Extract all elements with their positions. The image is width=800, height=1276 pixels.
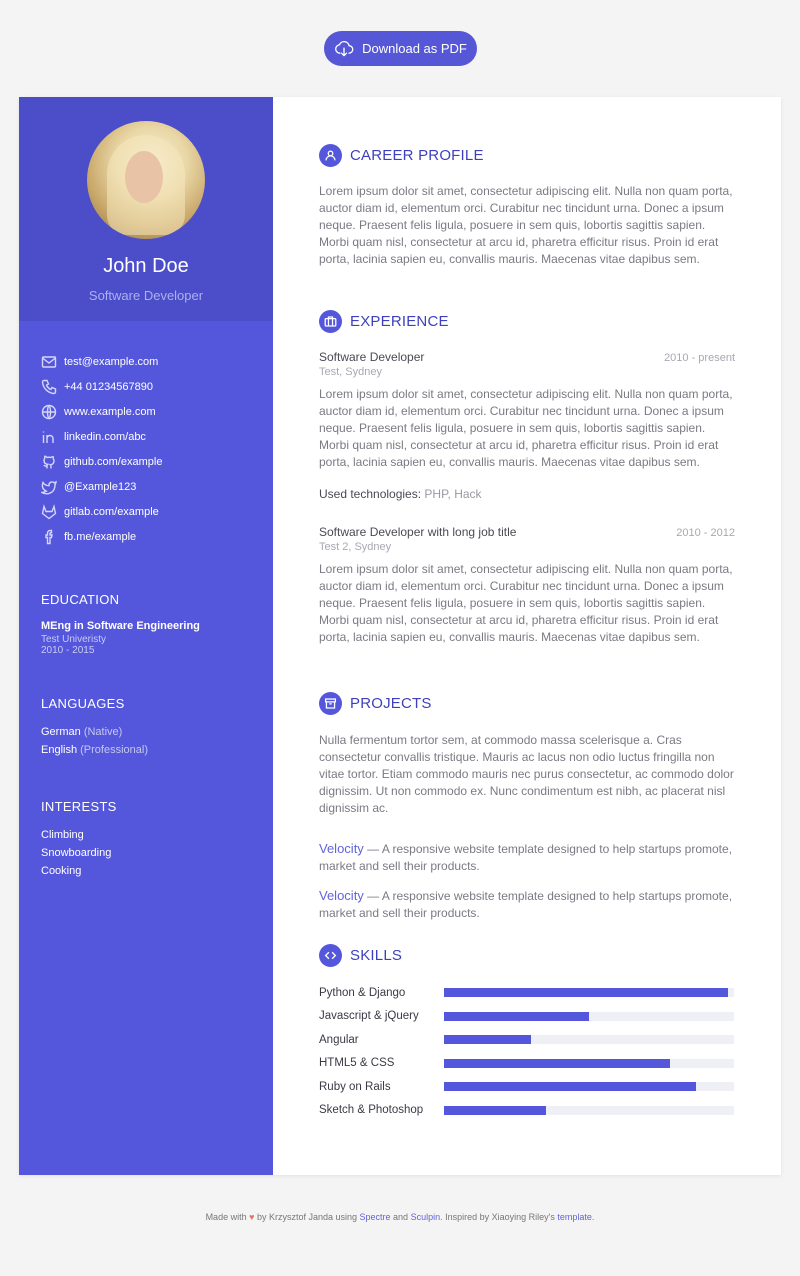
user-icon <box>324 149 337 162</box>
skill-name: Javascript & jQuery <box>319 1010 419 1023</box>
skill-bar-fill <box>444 1106 546 1115</box>
skill-bar-track <box>444 1082 734 1091</box>
skill-bar-fill <box>444 988 728 997</box>
skill-bar-fill <box>444 1059 670 1068</box>
mail-icon <box>41 354 57 370</box>
contact-website-text: www.example.com <box>64 405 156 418</box>
languages-list <box>41 723 273 759</box>
contact-github[interactable] <box>41 449 273 474</box>
job-company: Test, Sydney <box>319 366 382 378</box>
contact-linkedin-text: linkedin.com/abc <box>64 430 146 443</box>
skill-bar-track <box>444 1012 734 1021</box>
contact-gitlab-text: gitlab.com/example <box>64 505 159 518</box>
briefcase-icon <box>324 315 337 328</box>
skill-bar-track <box>444 1035 734 1044</box>
job-company: Test 2, Sydney <box>319 541 392 553</box>
skill-row <box>319 1005 735 1029</box>
job-description: Lorem ipsum dolor sit amet, consectetur adipiscing elit. Nulla non quam porta, auctor diam id, elementum orci. Curabitur nec tincidunt urna. Donec a ipsum neque. Praesent felis ligula, posuere in sem quis, lobortis sagittis sapien. Morbi quam nisl, consectetur at arcu id, pharetra efficitur risus. Proin id erat porta, lacinia sapien eu, convallis mauris. Maecenas vitae dapibus sem. <box>319 562 733 644</box>
language-item: English (Professional) <box>41 744 148 756</box>
gitlab-icon <box>41 504 57 520</box>
cloud-download-icon <box>334 39 354 59</box>
phone-icon <box>41 379 57 395</box>
skill-bar-fill <box>444 1012 589 1021</box>
interests-list <box>41 826 273 880</box>
skill-bar-track <box>444 1106 734 1115</box>
spectre-link[interactable]: Spectre <box>359 1212 391 1222</box>
contact-gitlab[interactable] <box>41 499 273 524</box>
projects-section <box>319 692 735 922</box>
template-link[interactable]: template <box>557 1212 592 1222</box>
project-link[interactable]: Velocity <box>319 888 364 903</box>
experience-section <box>319 310 735 646</box>
heart-icon: ♥ <box>249 1212 255 1222</box>
archive-icon <box>324 697 337 710</box>
languages-section <box>19 696 273 759</box>
skill-row <box>319 1099 735 1123</box>
skill-row <box>319 1075 735 1099</box>
skill-row <box>319 1028 735 1052</box>
skill-name: Angular <box>319 1033 359 1046</box>
career-profile-text: Lorem ipsum dolor sit amet, consectetur adipiscing elit. Nulla non quam porta, auctor diam id, elementum orci. Curabitur nec tincidunt urna. Donec a ipsum neque. Praesent felis ligula, posuere in sem quis, lobortis sagittis sapien. Morbi quam nisl, consectetur at arcu id, pharetra efficitur risus. Proin id erat porta, lacinia sapien eu, convallis mauris. Maecenas vitae dapibus sem. <box>319 184 733 266</box>
projects-title: PROJECTS <box>350 695 432 712</box>
linkedin-icon <box>41 429 57 445</box>
contact-email-text: test@example.com <box>64 355 159 368</box>
contact-github-text: github.com/example <box>64 455 163 468</box>
avatar <box>87 121 205 239</box>
contact-linkedin[interactable] <box>41 424 273 449</box>
interest-item: Cooking <box>41 865 82 877</box>
contact-facebook[interactable] <box>41 524 273 549</box>
interest-item: Snowboarding <box>41 847 112 859</box>
project-item: Velocity — A responsive website template designed to help startups promote, market and sell their products. <box>319 841 733 873</box>
contact-website[interactable] <box>41 399 273 424</box>
skill-name: Python & Django <box>319 986 406 999</box>
education-school: Test Univeristy <box>41 634 107 645</box>
job-description: Lorem ipsum dolor sit amet, consectetur adipiscing elit. Nulla non quam porta, auctor diam id, elementum orci. Curabitur nec tincidunt urna. Donec a ipsum neque. Praesent felis ligula, posuere in sem quis, lobortis sagittis sapien. Morbi quam nisl, consectetur at arcu id, pharetra efficitur risus. Proin id erat porta, lacinia sapien eu, convallis mauris. Maecenas vitae dapibus sem. <box>319 387 733 469</box>
language-item: German (Native) <box>41 726 123 738</box>
contact-phone-text: +44 01234567890 <box>64 380 154 393</box>
job-title: Software Developer <box>319 350 425 364</box>
skill-bar-track <box>444 1059 734 1068</box>
skills-title: SKILLS <box>350 947 403 964</box>
job-item <box>319 350 735 501</box>
career-profile-title: CAREER PROFILE <box>350 147 484 164</box>
job-date: 2010 - 2012 <box>676 527 735 539</box>
job-item <box>319 525 735 646</box>
skill-row <box>319 981 735 1005</box>
contact-email[interactable] <box>41 349 273 374</box>
skills-section <box>319 944 735 1122</box>
project-link[interactable]: Velocity <box>319 841 364 856</box>
skill-name: Sketch & Photoshop <box>319 1104 424 1117</box>
skill-row <box>319 1052 735 1076</box>
profile-header <box>19 97 273 321</box>
contact-phone[interactable] <box>41 374 273 399</box>
profile-title: Software Developer <box>88 288 204 303</box>
contact-twitter-text: @Example123 <box>64 480 137 493</box>
education-degree: MEng in Software Engineering <box>41 620 200 632</box>
twitter-icon <box>41 479 57 495</box>
contact-list <box>19 321 273 549</box>
education-years: 2010 - 2015 <box>41 645 95 656</box>
skills-list <box>319 981 735 1122</box>
skill-bar-track <box>444 988 734 997</box>
contact-facebook-text: fb.me/example <box>64 530 137 543</box>
skill-name: HTML5 & CSS <box>319 1057 395 1070</box>
download-pdf-label: Download as PDF <box>362 41 467 56</box>
sculpin-link[interactable]: Sculpin <box>410 1212 441 1222</box>
career-profile-section <box>319 144 735 268</box>
github-icon <box>41 454 57 470</box>
profile-name: John Doe <box>103 255 189 277</box>
skill-name: Ruby on Rails <box>319 1080 391 1093</box>
skill-bar-fill <box>444 1082 696 1091</box>
facebook-icon <box>41 529 57 545</box>
job-title: Software Developer with long job title <box>319 525 517 539</box>
resume-sheet <box>19 97 781 1175</box>
footer: Made with ♥ by Krzysztof Janda using Spectre and Sculpin. Inspired by Xiaoying Riley's template. <box>205 1212 595 1222</box>
projects-intro: Nulla fermentum tortor sem, at commodo massa scelerisque a. Cras consectetur convallis tristique. Mauris ac lacus non odio luctus fringilla non vitae tortor. Etiam commodo mauris nec purus consectetur, ac commodo dolor dignissim. Ut non commodo ex. Nunc condimentum est nibh, ac placerat nisl dignissim ac. <box>319 733 734 815</box>
project-item: Velocity — A responsive website template designed to help startups promote, market and sell their products. <box>319 888 733 920</box>
interests-title: INTERESTS <box>41 799 117 814</box>
job-technologies: Used technologies: PHP, Hack <box>319 487 482 501</box>
languages-title: LANGUAGES <box>41 696 125 711</box>
education-section <box>19 592 273 656</box>
contact-twitter[interactable] <box>41 474 273 499</box>
interest-item: Climbing <box>41 829 84 841</box>
experience-title: EXPERIENCE <box>350 313 449 330</box>
skill-bar-fill <box>444 1035 531 1044</box>
code-icon <box>324 949 337 962</box>
download-pdf-button[interactable] <box>324 31 477 66</box>
education-title: EDUCATION <box>41 592 120 607</box>
interests-section <box>19 799 273 880</box>
globe-icon <box>41 404 57 420</box>
job-date: 2010 - present <box>664 352 735 364</box>
sidebar <box>19 97 273 1175</box>
